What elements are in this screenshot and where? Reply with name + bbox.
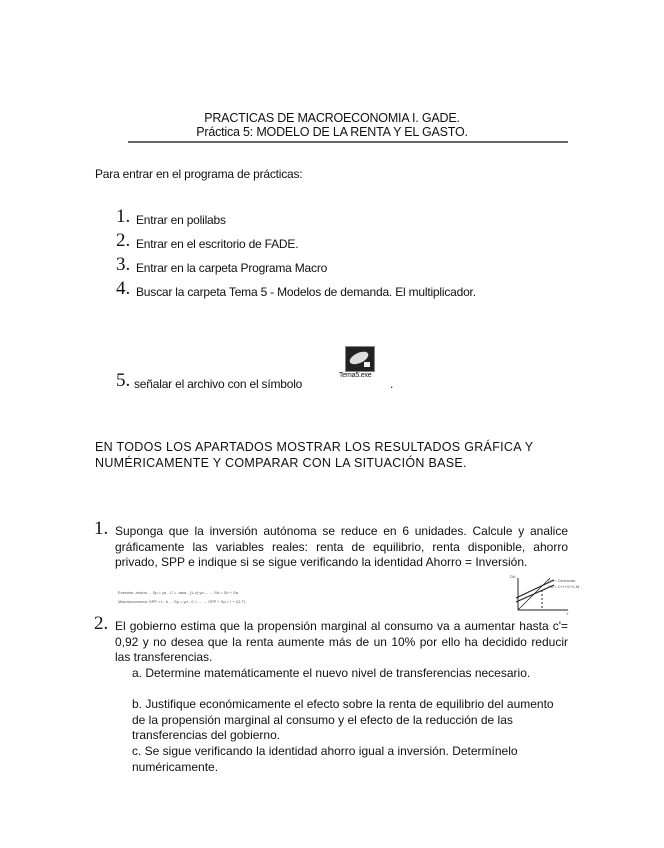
program-icon[interactable] [345,346,375,372]
question-number: 2. [94,613,109,634]
question-2-part-b: b. Justifique económicamente el efecto sobre la renta de equilibrio del aumento de la propensión marginal al consumo y el efecto de la reducción de las transferencias del gobierno. [132,697,554,742]
step-number: 3. [116,254,131,275]
doc-subtitle: Práctica 5: MODELO DE LA RENTA Y EL GASTO. [196,125,468,139]
icon-label: Tema5.exe [339,372,372,379]
step-number: 4. [116,278,131,299]
step-text: Entrar en la carpeta Programa Macro [136,261,328,275]
notice-line2: NUMÉRICAMENTE Y COMPARAR CON LA SITUACIÓN BASE. [95,456,467,470]
fish-icon [346,347,374,371]
chart-legend-1: DA = Demanda [548,578,576,583]
step-text: señalar el archivo con el símbolo [134,377,303,391]
step-text-end: . [390,377,394,391]
question-1-text: Suponga que la inversión autónoma se reduce en 6 unidades. Calcule y analice gráficamente las variables reales: renta de equilibrio, renta disponible, ahorro privado, SPP e indique si se sigue verificando la identidad Ahorro = Inversión. [115,524,568,569]
chart-ylabel: DA [510,574,516,579]
doc-title: PRACTICAS DE MACROECONOMIA I. GADE. [204,111,460,125]
figure-formula-2: Macroeconomía: SPP = t - tr ... Sp = yd - C = ... → SPP + Sp = I + (G-T) [118,599,246,604]
chart-legend-2: DA'= C+I+G+X-M [548,584,580,589]
step-number: 1. [116,206,131,227]
intro-text: Para entrar en el programa de prácticas: [95,167,303,181]
chart-xlabel: Y [566,611,569,616]
question-2-text: El gobierno estima que la propensión marginal al consumo va a aumentar hasta c'= 0,92 y no desea que la renta aumente más de un 10% por ello ha decidido reducir las transferencias. [115,619,568,664]
question-2-part-c: c. Se sigue verificando la identidad ahorro igual a inversión. Determínelo numéricamente. [132,744,518,774]
title-divider [128,141,568,143]
step-number: 2. [116,230,131,251]
step-number: 5. [116,370,131,391]
step-text: Entrar en polilabs [136,213,226,227]
question-number: 1. [94,518,109,539]
notice-line1: EN TODOS LOS APARTADOS MOSTRAR LOS RESULTADOS GRÁFICA Y [95,440,534,454]
figure-formula-1: Exercise: ahorro ... Sp = yd - C = -tasa - (1-c)·yd ... → Sd = Sd + Sa [118,590,239,595]
question-2-part-a: a. Determine matemáticamente el nuevo nivel de transferencias necesario. [132,666,531,680]
step-text: Entrar en el escritorio de FADE. [136,237,299,251]
step-text: Buscar la carpeta Tema 5 - Modelos de demanda. El multiplicador. [136,285,476,299]
